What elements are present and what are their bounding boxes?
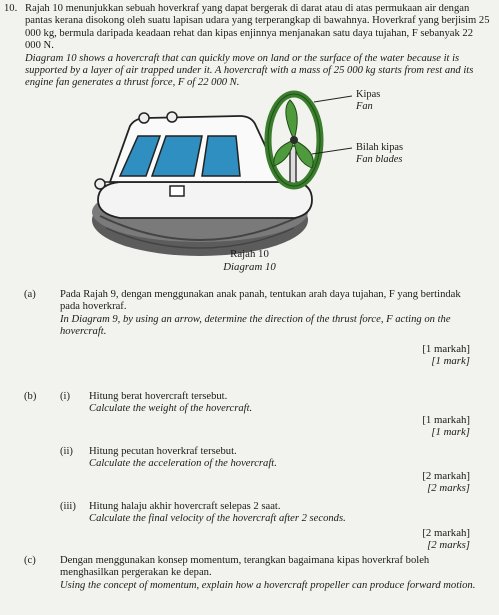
question-intro xyxy=(25,3,490,90)
fan-blade xyxy=(294,140,313,168)
marks-english: [2 marks] xyxy=(427,539,470,551)
intro-malay: Rajah 10 menunjukkan sebuah hoverkraf yang dapat bergerak di darat atau di atas permukaan air dengan pantas kerana disokong oleh suatu lapisan udara yang terperangkap di bawahnya. Hoverkraf yang berjisim 25 000 kg, bermula daripada keadaan rehat dan kipas enjinnya menjanakan satu daya tujahan, F sebanyak 22 000 N. xyxy=(25,3,490,52)
part-b-ii-marks xyxy=(330,470,470,494)
part-b-iii-malay: Hitung halaju akhir hovercraft selepas 2 saat. xyxy=(89,501,281,512)
part-b-i-malay: Hitung berat hovercraft tersebut. xyxy=(89,391,228,402)
part-c-english: Using the concept of momentum, explain how a hovercraft propeller can produce forward motion. xyxy=(60,579,476,591)
marks-english: [1 mark] xyxy=(431,355,470,367)
marks-english: [2 marks] xyxy=(427,482,470,494)
part-b-ii-malay: Hitung pecutan hoverkraf tersebut. xyxy=(89,446,237,457)
diagram-caption-malay: Rajah 10 xyxy=(230,248,269,260)
part-label: (b) xyxy=(24,391,37,402)
part-label: (c) xyxy=(24,555,36,566)
part-a-marks xyxy=(330,343,470,367)
subpart-label: (ii) xyxy=(60,446,73,457)
part-c-question xyxy=(60,555,485,592)
fan-blade xyxy=(286,100,297,140)
blades-label-english: Fan blades xyxy=(356,154,403,165)
marks-malay: [2 markah] xyxy=(422,527,470,539)
blades-label-malay: Bilah kipas xyxy=(356,142,404,153)
diagram-caption-english: Diagram 10 xyxy=(223,261,276,273)
question-number: 10. xyxy=(4,3,18,14)
part-label: (a) xyxy=(24,289,36,300)
subpart-label: (iii) xyxy=(60,501,76,512)
part-b-ii-english: Calculate the acceleration of the hovercraft. xyxy=(89,458,277,470)
subpart-label: (i) xyxy=(60,391,70,402)
hovercraft-hull xyxy=(98,182,312,218)
part-a-malay: Pada Rajah 9, dengan menggunakan anak panah, tentukan arah daya tujahan, F yang bertindak pada hoverkraf. xyxy=(60,289,461,313)
part-b-i-english: Calculate the weight of the hovercraft. xyxy=(89,403,253,415)
part-a-english: In Diagram 9, by using an arrow, determine the direction of the thrust force, F acting on the hovercraft. xyxy=(60,313,451,338)
part-b-iii-marks xyxy=(330,527,470,551)
part-b-iii-question xyxy=(89,501,469,526)
part-b-ii-question xyxy=(89,446,469,471)
fan-label xyxy=(356,89,380,113)
part-c-malay: Dengan menggunakan konsep momentum, terangkan bagaimana kipas hoverkraf boleh menghasilkan pergerakan ke depan. xyxy=(60,555,430,579)
marks-english: [1 mark] xyxy=(431,426,470,438)
cabin-window xyxy=(202,136,240,176)
fan-label-english: Fan xyxy=(356,101,373,112)
intro-english: Diagram 10 shows a hovercraft that can quickly move on land or the surface of the water because it is supported by a layer of air trapped under it. A hovercraft with a mass of 25 000 kg starts from rest and its engine fan generates a thrust force, F of 22 000 N. xyxy=(25,52,474,89)
marks-malay: [1 markah] xyxy=(422,343,470,355)
fan-leader-line xyxy=(314,96,352,102)
blades-label xyxy=(356,142,403,166)
part-b-i-question xyxy=(89,391,469,416)
part-a-question xyxy=(60,289,480,339)
marks-malay: [2 markah] xyxy=(422,470,470,482)
hovercraft-diagram xyxy=(90,90,380,260)
fan-label-malay: Kipas xyxy=(356,89,381,100)
hull-door xyxy=(170,186,184,196)
marks-malay: [1 markah] xyxy=(422,414,470,426)
part-b-iii-english: Calculate the final velocity of the hovercraft after 2 seconds. xyxy=(89,513,346,525)
part-b-i-marks xyxy=(330,414,470,438)
